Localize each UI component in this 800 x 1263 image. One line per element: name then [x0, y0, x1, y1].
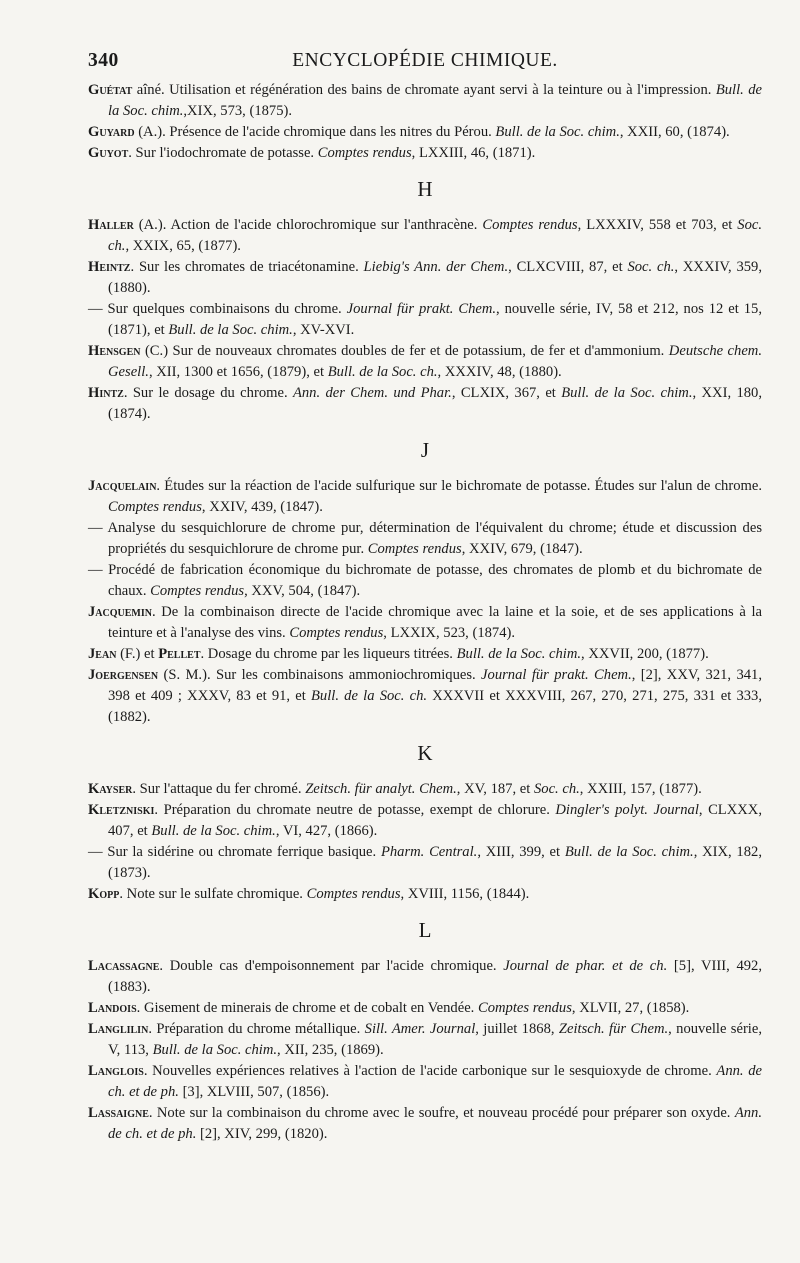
entry-text: . De la combinaison directe de l'acide chromique avec la laine et la soie, et de ses applications à la teinture et à l'analyse des vins. — [108, 604, 762, 641]
entry-source: Comptes rendus — [289, 625, 384, 641]
entry-text: , LXXIX, 523, (1874). — [383, 625, 516, 641]
bibliography-entry — [88, 884, 762, 905]
entry-text: , CLXIX, 367, et — [451, 385, 562, 401]
entry-text: — Sur quelques combinaisons du chrome. — [88, 301, 347, 317]
entry-text: . Sur l'iodochromate de potasse. — [128, 145, 318, 161]
entry-text: , CLXXX, 407, et — [108, 802, 762, 839]
entry-text: , XXI, 180, (1874). — [108, 385, 762, 422]
entry-source: Bull. de la Soc. ch. — [327, 364, 438, 380]
entry-text: , XXIII, 157, (1877). — [579, 781, 702, 797]
entry-text: . Études sur la réaction de l'acide sulfurique sur le bichromate de potasse. Études sur l'alun de chrome. — [156, 478, 762, 494]
entry-author: Heintz — [88, 259, 131, 275]
entry-author: Langlilin — [88, 1021, 149, 1037]
section-letter: J — [420, 438, 430, 462]
entry-source: Bull. de la Soc. chim. — [168, 322, 293, 338]
entry-source: Deutsche chem. Gesell. — [108, 343, 762, 380]
bibliography-entry — [88, 1103, 762, 1145]
entry-text: [2], XIV, 299, (1820). — [196, 1126, 328, 1142]
entry-source: Bull. de la Soc. chim. — [561, 385, 693, 401]
entry-source: Comptes rendus — [477, 1000, 572, 1016]
entry-author: Pellet — [158, 646, 201, 662]
entry-source: Comptes rendus — [150, 583, 245, 599]
bibliography-entry — [88, 257, 762, 299]
entry-source: Bull. de la Soc. chim. — [495, 124, 620, 140]
entry-text: , XVIII, 1156, (1844). — [400, 886, 530, 902]
entry-text: (A.). Présence de l'acide chromique dans les nitres du Pérou. — [134, 124, 496, 140]
entry-author: Joergensen — [88, 667, 159, 683]
entry-text: , juillet 1868, — [475, 1021, 559, 1037]
entry-text: , XII, 1300 et 1656, (1879), et — [148, 364, 328, 380]
bibliography-entry — [88, 800, 762, 842]
bibliography-entry — [88, 956, 762, 998]
entry-text: . Dosage du chrome par les liqueurs titrées. — [200, 646, 457, 662]
entry-text: , XXIV, 679, (1847). — [461, 541, 583, 557]
entry-author: Guétat — [88, 82, 133, 98]
entry-source: Soc. ch. — [533, 781, 580, 797]
entry-text: , XIX, 182, (1873). — [108, 844, 762, 881]
entry-author: Kopp — [88, 886, 120, 902]
entry-source: Zeitsch. für analyt. Chem. — [305, 781, 457, 797]
entry-source: Bull. de la Soc. chim. — [108, 82, 762, 119]
entry-source: Dingler's polyt. Journal — [555, 802, 699, 818]
page-title: ENCYCLOPÉDIE CHIMIQUE. — [292, 50, 558, 71]
entry-text: , XLVII, 27, (1858). — [571, 1000, 690, 1016]
entry-source: Comptes rendus — [108, 499, 202, 515]
entry-author: Jacquemin — [88, 604, 152, 620]
page-header — [88, 50, 762, 80]
entry-text: , XXXIV, 359, (1880). — [108, 259, 762, 296]
entry-author: Jacquelain — [88, 478, 157, 494]
entry-text: (F.) et — [116, 646, 159, 662]
entry-text: [3], XLVIII, 507, (1856). — [178, 1084, 330, 1100]
bibliography-entry — [88, 122, 762, 143]
entry-text: , [2], XXV, 321, 341, 398 et 409 ; XXXV, 83 et 91, et — [108, 667, 762, 704]
entry-text: . Sur les chromates de triacétonamine. — [130, 259, 364, 275]
bibliography-entry — [88, 998, 762, 1019]
section-letter: K — [417, 741, 433, 765]
entry-text: , XXV, 504, (1847). — [244, 583, 361, 599]
entry-text: ,XIX, 573, (1875). — [183, 103, 293, 119]
entry-text: , XXIV, 439, (1847). — [201, 499, 323, 515]
bibliography-entry — [88, 644, 762, 665]
entry-text: . Nouvelles expériences relatives à l'action de l'acide carbonique sur le sesquioxyde de chrome. — [143, 1063, 717, 1079]
entry-source: Sill. Amer. Journal — [364, 1021, 476, 1037]
entry-author: Kayser — [88, 781, 133, 797]
entry-source: Ann. de ch. et de ph. — [108, 1063, 762, 1100]
bibliography-entry — [88, 143, 762, 164]
entry-source: Bull. de la Soc. ch. — [311, 688, 428, 704]
entry-text: . Note sur le sulfate chromique. — [119, 886, 307, 902]
entry-author: Lassaigne — [88, 1105, 149, 1121]
bibliography-entry — [88, 779, 762, 800]
entry-text: , XXIX, 65, (1877). — [125, 238, 241, 254]
entry-text: , nouvelle série, IV, 58 et 212, nos 12 et 15, (1871), et — [108, 301, 762, 338]
bibliography-entry — [88, 1061, 762, 1103]
bibliography-entry — [88, 1019, 762, 1061]
entry-text: , XV-XVI. — [292, 322, 355, 338]
entry-text: . Préparation du chrome métallique. — [148, 1021, 365, 1037]
entry-text: [5], VIII, 492, (1883). — [108, 958, 763, 995]
entry-text: , XIII, 399, et — [477, 844, 565, 860]
bibliography-entry — [88, 299, 762, 341]
entry-source: Comptes rendus — [317, 145, 412, 161]
entry-source: Bull. de la Soc. chim. — [564, 844, 694, 860]
entry-source: Zeitsch. für Chem. — [558, 1021, 669, 1037]
entry-source: Comptes rendus — [306, 886, 401, 902]
entry-text: (S. M.). Sur les combinaisons ammoniochromiques. — [158, 667, 482, 683]
section-letter: L — [418, 918, 432, 942]
entry-text: (A.). Action de l'acide chlorochromique sur l'anthracène. — [133, 217, 483, 233]
bibliography-entry — [88, 842, 762, 884]
entry-text: — Sur la sidérine ou chromate ferrique basique. — [88, 844, 381, 860]
entry-text: , nouvelle série, V, 113, — [108, 1021, 762, 1058]
bibliography-entry — [88, 476, 762, 518]
entry-text: , XII, 235, (1869). — [277, 1042, 384, 1058]
bibliography-list — [88, 80, 762, 1145]
entry-source: Comptes rendus — [482, 217, 578, 233]
entry-text: , XV, 187, et — [456, 781, 534, 797]
entry-author: Hensgen — [88, 343, 141, 359]
entry-text: XXXVII et XXXVIII, 267, 270, 271, 275, 331 et 333, (1882). — [108, 688, 762, 725]
entry-author: Guyot — [88, 145, 129, 161]
entry-source: Liebig's Ann. der Chem. — [363, 259, 509, 275]
entry-author: Guyard — [88, 124, 135, 140]
entry-source: Comptes rendus — [367, 541, 462, 557]
entry-text: , XXVII, 200, (1877). — [581, 646, 709, 662]
entry-author: Lacassagne — [88, 958, 160, 974]
bibliography-entry — [88, 80, 762, 122]
section-letter: H — [417, 177, 433, 201]
entry-text: , VI, 427, (1866). — [275, 823, 378, 839]
entry-source: Soc. ch. — [108, 217, 762, 254]
entry-text: . Double cas d'empoisonnement par l'acide chromique. — [159, 958, 504, 974]
entry-text: . Sur l'attaque du fer chromé. — [132, 781, 306, 797]
entry-author: Jean — [88, 646, 117, 662]
entry-source: Soc. ch. — [627, 259, 675, 275]
entry-text: . Préparation du chromate neutre de potasse, exempt de chlorure. — [154, 802, 556, 818]
entry-source: Ann. der Chem. und Phar. — [292, 385, 452, 401]
bibliography-entry — [88, 560, 762, 602]
entry-text: , LXXXIV, 558 et 703, et — [577, 217, 738, 233]
entry-source: Bull. de la Soc. chim. — [151, 823, 276, 839]
page-number: 340 — [88, 50, 119, 71]
bibliography-entry — [88, 602, 762, 644]
bibliography-entry — [88, 518, 762, 560]
entry-text: . Gisement de minerais de chrome et de cobalt en Vendée. — [136, 1000, 478, 1016]
entry-text: . Sur le dosage du chrome. — [123, 385, 293, 401]
entry-source: Pharm. Central. — [380, 844, 478, 860]
entry-text: , CLXCVIII, 87, et — [508, 259, 628, 275]
entry-author: Haller — [88, 217, 134, 233]
bibliography-entry — [88, 215, 762, 257]
entry-author: Kletzniski — [88, 802, 155, 818]
entry-source: Journal für prakt. Chem. — [481, 667, 632, 683]
bibliography-entry — [88, 341, 762, 383]
entry-source: Journal de phar. et de ch. — [503, 958, 668, 974]
entry-author: Langlois — [88, 1063, 144, 1079]
entry-text: . Note sur la combinaison du chrome avec le soufre, et nouveau procédé pour préparer son oxyde. — [148, 1105, 735, 1121]
entry-author: Hintz — [88, 385, 124, 401]
entry-source: Ann. de ch. et de ph. — [108, 1105, 762, 1142]
entry-text: (C.) Sur de nouveaux chromates doubles de fer et de potassium, de fer et d'ammonium. — [140, 343, 669, 359]
entry-text: — Procédé de fabrication économique du bichromate de potasse, des chromates de plomb et du bichromate de chaux. — [88, 562, 762, 599]
entry-text: , XXXIV, 48, (1880). — [437, 364, 562, 380]
entry-text: , XXII, 60, (1874). — [619, 124, 730, 140]
entry-text: — Analyse du sesquichlorure de chrome pur, détermination de l'équivalent du chrome; étude et discussion des propriétés du sesquichlorure de chrome pur. — [88, 520, 762, 557]
bibliography-entry — [88, 383, 762, 425]
entry-text: aîné. Utilisation et régénération des bains de chromate ayant servi à la teinture ou à l'impression. — [132, 82, 716, 98]
bibliography-entry — [88, 665, 762, 728]
entry-text: , LXXIII, 46, (1871). — [411, 145, 536, 161]
entry-author: Landois — [88, 1000, 137, 1016]
entry-source: Bull. de la Soc. chim. — [456, 646, 582, 662]
entry-source: Journal für prakt. Chem. — [346, 301, 497, 317]
entry-source: Bull. de la Soc. chim. — [152, 1042, 278, 1058]
